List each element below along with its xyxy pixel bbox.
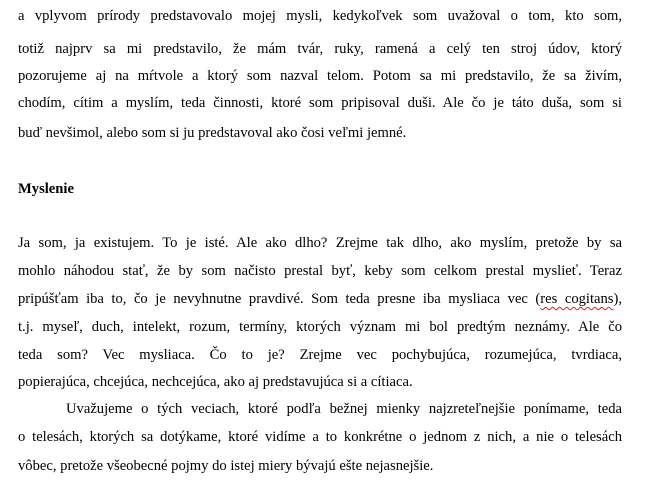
section-heading: Myslenie: [18, 181, 74, 197]
paragraph-3-line-2: o telesách, ktorých sa dotýkame, ktoré vidíme a to konkrétne o jednom z nich, a nie o telesách: [18, 429, 622, 445]
paragraph-2-line-5: teda som? Vec mysliaca. Čo to je? Zrejme vec pochybujúca, rozumejúca, tvrdiaca,: [18, 347, 622, 363]
paragraph-1-line-5: buď nevšimol, alebo som si ju predstavoval ako čosi veľmi jemné.: [18, 125, 407, 141]
paragraph-3-line-3: vôbec, pretože všeobecné pojmy do istej miery bývajú ešte nejasnejšie.: [18, 458, 434, 474]
paragraph-1-line-2: totiž najprv sa mi predstavilo, že mám tvár, ruky, ramená a celý ten stroj údov, ktorý: [18, 41, 622, 57]
paragraph-3-line-1: Uvažujeme o tých veciach, ktoré podľa bežnej mienky najzreteľnejšie ponímame, teda: [66, 401, 622, 417]
paragraph-2-line-3: [18, 288, 622, 310]
paragraph-2-line-6: popierajúca, chcejúca, nechcejúca, ako aj predstavujúca si a cítiaca.: [18, 374, 413, 390]
line-3-text-before: pripúšťam iba to, čo je nevyhnutne pravdivé. Som teda presne iba mysliaca vec (: [18, 291, 541, 307]
paragraph-2-line-2: mohlo náhodou stať, že by som načisto prestal byť, keby som celkom prestal myslieť. Teraz: [18, 263, 622, 279]
line-3-text-after: ),: [613, 291, 622, 307]
paragraph-2-line-1: Ja som, ja existujem. To je isté. Ale ako dlho? Zrejme tak dlho, ako myslím, pretože by sa: [18, 235, 622, 251]
spellcheck-flagged-phrase[interactable]: res cogitans: [540, 291, 614, 307]
paragraph-2-line-4: t.j. myseľ, duch, intelekt, rozum, termíny, ktorých význam mi bol predtým neznámy. Ale čo: [18, 319, 622, 335]
paragraph-1-line-4: chodím, cítim a myslím, teda činnosti, ktoré som pripisoval duši. Ale čo je táto duša, som si: [18, 95, 622, 111]
paragraph-1-line-3: pozorujeme aj na mŕtvole a ktorý som nazval telom. Potom sa mi predstavilo, že sa živím,: [18, 68, 622, 84]
paragraph-1-line-1: a vplyvom prírody predstavovalo mojej mysli, kedykoľvek som uvažoval o tom, kto som,: [18, 8, 622, 24]
